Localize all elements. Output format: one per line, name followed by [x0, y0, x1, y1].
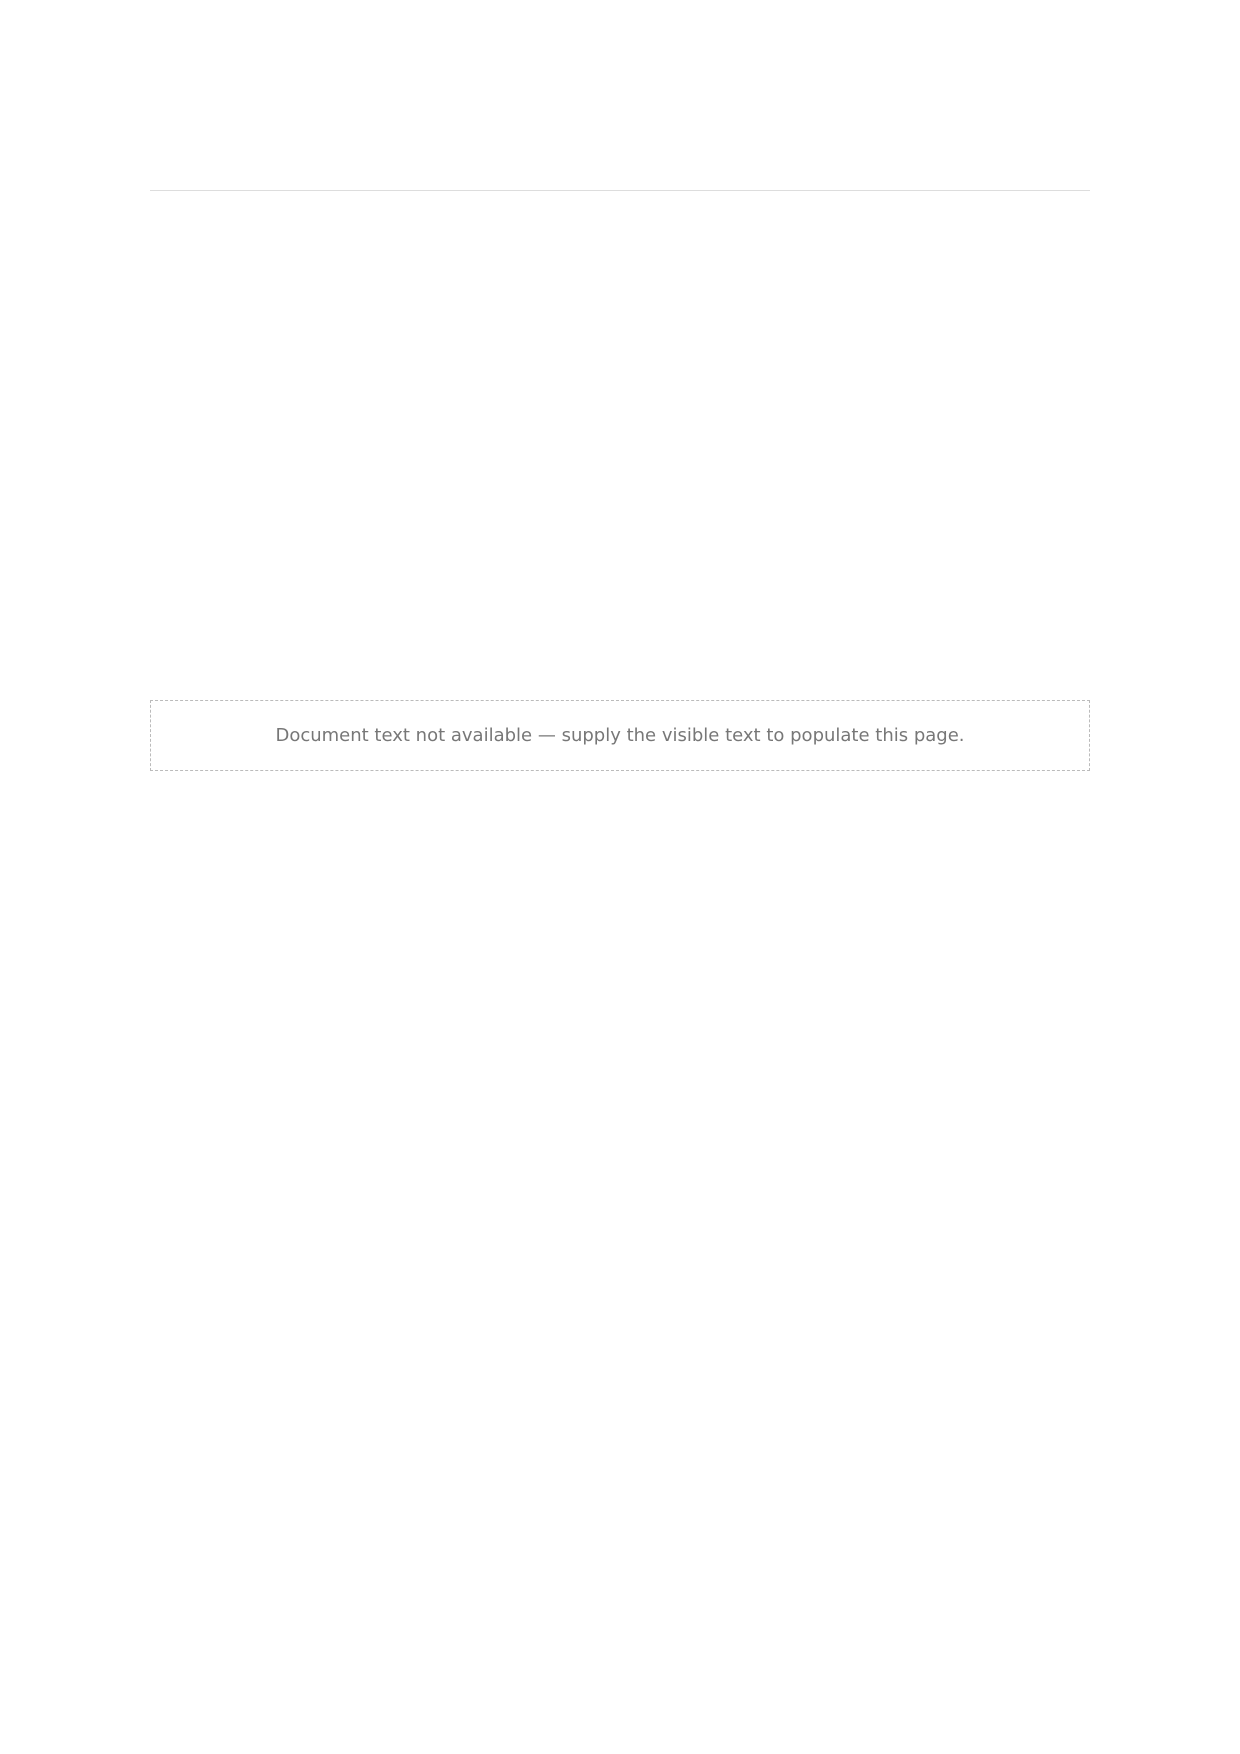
page-footer — [150, 1662, 1090, 1684]
body-line — [150, 441, 1090, 475]
body-line — [150, 489, 1090, 523]
document-body — [150, 297, 1090, 571]
body-line — [150, 297, 1090, 331]
placeholder-notice: Document text not available — supply the visible text to populate this page. — [150, 700, 1090, 771]
page-title — [150, 221, 1090, 257]
body-line — [150, 345, 1090, 379]
body-line — [150, 537, 1090, 571]
body-line — [150, 393, 1090, 427]
page-header — [150, 150, 1090, 191]
